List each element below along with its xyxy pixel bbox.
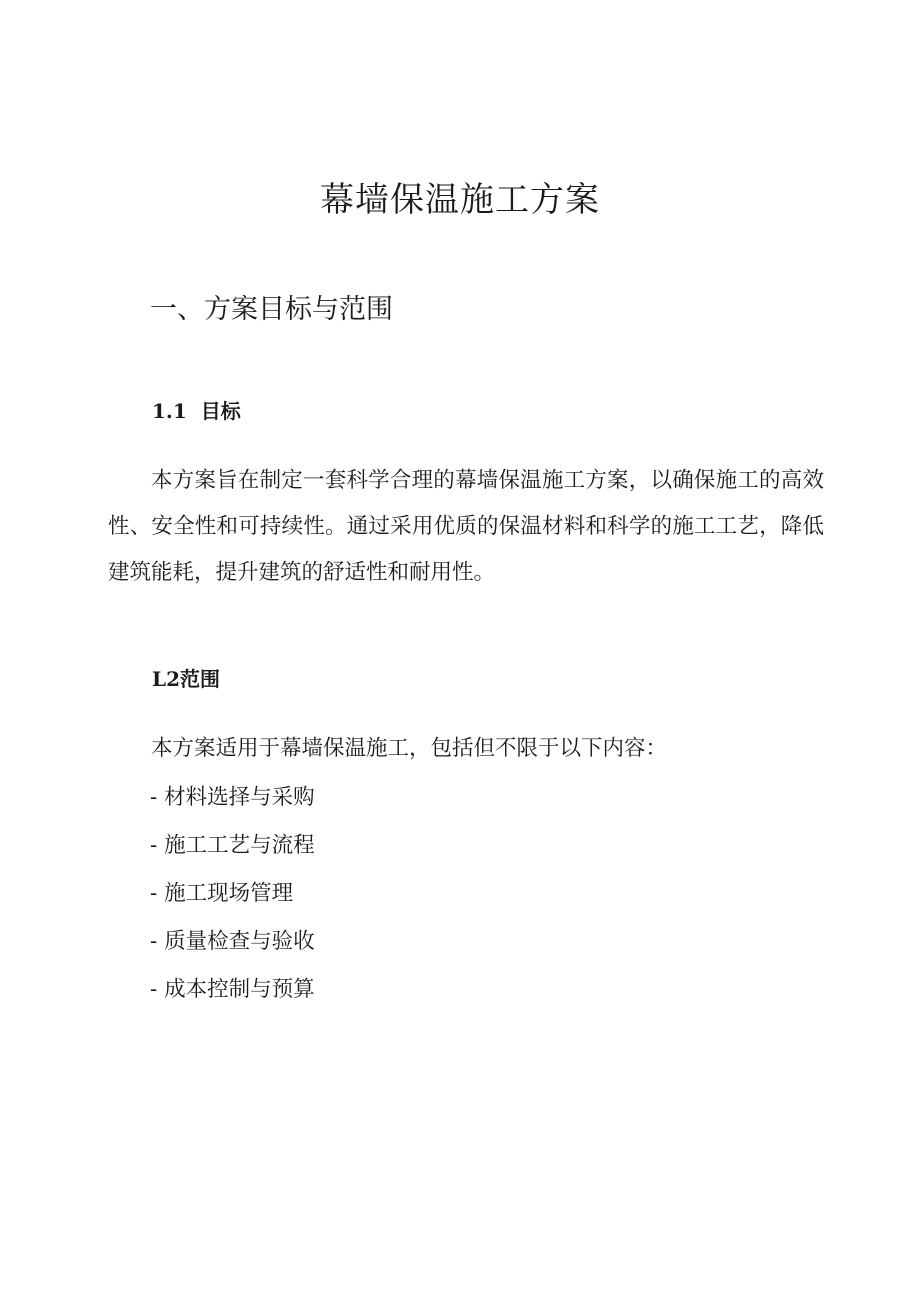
scope-paragraph: 本方案适用于幕墙保温施工，包括但不限于以下内容： xyxy=(151,736,668,761)
list-item: - 质量检查与验收 xyxy=(150,929,315,954)
goals-paragraph: 本方案旨在制定一套科学合理的幕墙保温施工方案，以确保施工的高效性、安全性和可持续性。通过采用优质的保温材料和科学的施工工艺，降低建筑能耗，提升建筑的舒适性和耐用性。 xyxy=(108,468,824,585)
scope-list xyxy=(150,774,315,1014)
list-item: - 成本控制与预算 xyxy=(150,977,315,1002)
list-item: - 材料选择与采购 xyxy=(150,785,315,810)
subsection-heading-scope: L2范围 xyxy=(152,667,220,691)
list-item: - 施工工艺与流程 xyxy=(150,833,315,858)
list-item: - 施工现场管理 xyxy=(150,881,294,906)
section-heading-goals-and-scope: 一、方案目标与范围 xyxy=(150,294,393,325)
subsection-heading-goals: 1.1 目标 xyxy=(152,399,241,423)
document-title: 幕墙保温施工方案 xyxy=(320,180,600,220)
